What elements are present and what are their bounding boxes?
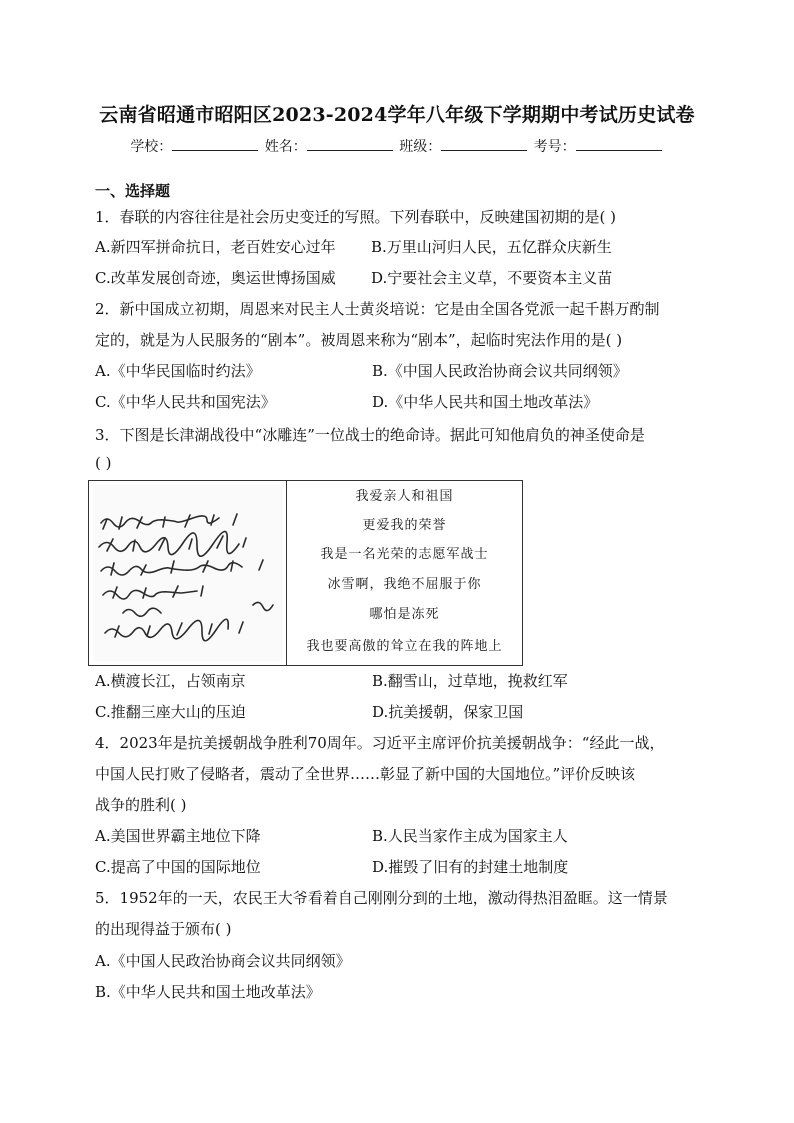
poem-transcription [287, 481, 522, 665]
question-2-stem-line-2: 定的，就是为人民服务的“剧本”。被周恩来称为“剧本”，起临时宪法作用的是( ) [95, 331, 623, 349]
question-4-stem-line-1: 4．2023年是抗美援朝战争胜利70周年。习近平主席评价抗美援朝战争：“经此一战， [95, 734, 665, 752]
question-1-option-b[interactable]: B.万里山河归人民，五亿群众庆新生 [371, 238, 612, 256]
number-blank[interactable] [576, 138, 662, 151]
question-2-option-d[interactable]: D.《中华人民共和国土地改革法》 [372, 393, 599, 411]
exam-title: 云南省昭通市昭阳区2023-2024学年八年级下学期期中考试历史试卷 [99, 104, 695, 126]
student-info-line [0, 136, 794, 156]
question-2-option-a[interactable]: A.《中华民国临时约法》 [95, 362, 261, 380]
question-2-option-b[interactable]: B.《中国人民政治协商会议共同纲领》 [372, 362, 628, 380]
handwritten-poem-image [93, 485, 283, 661]
question-3-stem-line-1: 3．下图是长津湖战役中“冰雕连”一位战士的绝命诗。据此可知他肩负的神圣使命是 [95, 426, 645, 444]
question-3-option-b[interactable]: B.翻雪山，过草地，挽救红军 [372, 672, 568, 690]
question-3-stem-line-2: ( ) [95, 454, 112, 472]
question-4-stem-line-3: 战争的胜利( ) [95, 796, 187, 814]
question-3-option-d[interactable]: D.抗美援朝，保家卫国 [372, 703, 524, 721]
question-4-option-d[interactable]: D.摧毁了旧有的封建土地制度 [372, 858, 569, 876]
question-1-option-a[interactable]: A.新四军拼命抗日，老百姓安心过年 [95, 238, 336, 256]
question-4-option-c[interactable]: C.提高了中国的国际地位 [95, 858, 261, 876]
school-blank[interactable] [172, 138, 258, 151]
school-label: 学校： [130, 139, 173, 155]
class-label: 班级： [399, 139, 442, 155]
question-1-option-d[interactable]: D.宁要社会主义草，不要资本主义苗 [371, 269, 613, 287]
question-1-option-c[interactable]: C.改革发展创奇迹，奥运世博扬国威 [95, 269, 336, 287]
section-heading: 一、选择题 [95, 182, 171, 200]
poem-line-6: 我也要高傲的耸立在我的阵地上 [306, 639, 503, 654]
poem-line-3: 我是一名光荣的志愿军战士 [320, 547, 489, 562]
question-3-option-c[interactable]: C.推翻三座大山的压迫 [95, 703, 246, 721]
poem-line-2: 更爱我的荣誉 [362, 518, 447, 533]
question-1-stem: 1．春联的内容往往是社会历史变迁的写照。下列春联中，反映建国初期的是( ) [95, 208, 617, 226]
poem-figure [88, 480, 523, 666]
name-label: 姓名： [264, 139, 307, 155]
class-blank[interactable] [441, 138, 527, 151]
number-label: 考号： [533, 139, 576, 155]
question-4-stem-line-2: 中国人民打败了侵略者，震动了全世界……彰显了新中国的大国地位。”评价反映该 [95, 765, 636, 783]
question-5-stem-line-2: 的出现得益于颁布( ) [95, 920, 232, 938]
question-4-option-a[interactable]: A.美国世界霸主地位下降 [95, 827, 261, 845]
question-2-option-c[interactable]: C.《中华人民共和国宪法》 [95, 393, 276, 411]
name-blank[interactable] [307, 138, 393, 151]
poem-line-5: 哪怕是冻死 [369, 607, 440, 622]
poem-line-1: 我爱亲人和祖国 [355, 489, 454, 504]
question-2-stem-line-1: 2．新中国成立初期，周恩来对民主人士黄炎培说：它是由全国各党派一起千斟万酌制 [95, 300, 660, 318]
question-4-option-b[interactable]: B.人民当家作主成为国家主人 [372, 827, 568, 845]
question-5-option-b[interactable]: B.《中华人民共和国土地改革法》 [95, 983, 321, 1001]
question-5-option-a[interactable]: A.《中国人民政治协商会议共同纲领》 [95, 952, 351, 970]
poem-line-4: 冰雪啊，我绝不屈服于你 [327, 577, 482, 592]
question-3-option-a[interactable]: A.横渡长江，占领南京 [95, 672, 246, 690]
question-5-stem-line-1: 5．1952年的一天，农民王大爷看着自己刚刚分到的土地，激动得热泪盈眶。这一情景 [95, 889, 668, 907]
